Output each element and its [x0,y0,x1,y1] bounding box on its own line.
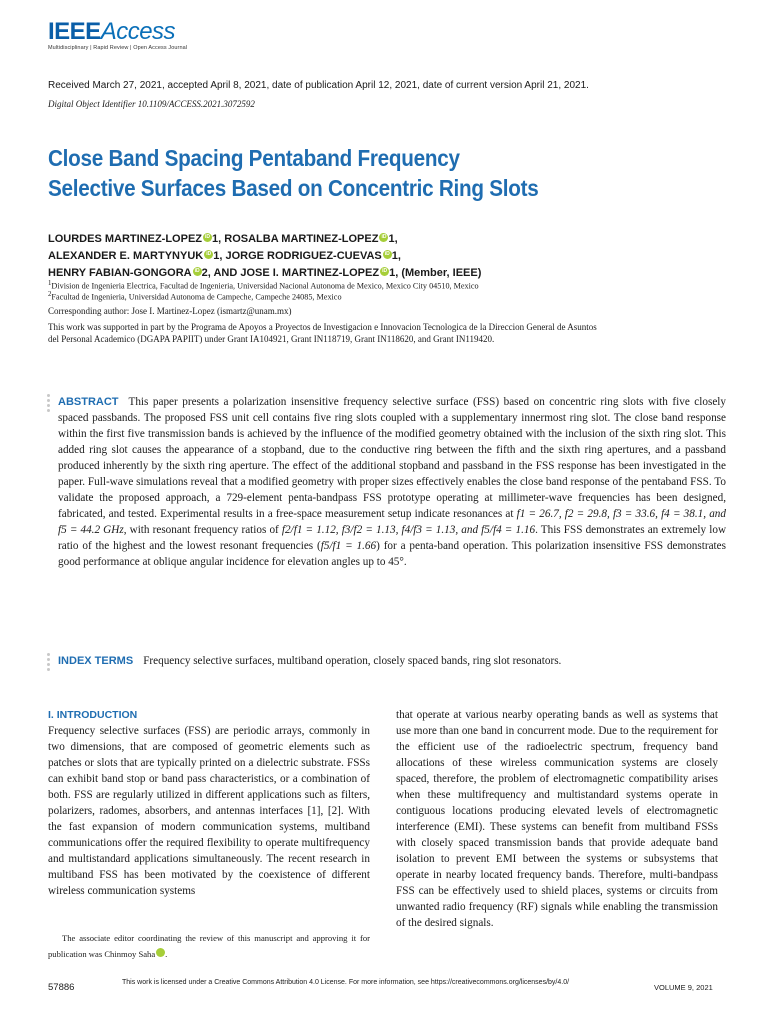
author-name: HENRY FABIAN-GONGORA [48,267,192,279]
page-number: 57886 [48,982,75,993]
received-dates: Received March 27, 2021, accepted April 8, 2021, date of publication April 12, 2021, date of current version April 21, 2021. [48,80,589,91]
footnote-text: The associate editor coordinating the review of this manuscript and approving it for publication was Chinmoy Saha [48,933,370,959]
index-terms-dots-icon [46,653,52,673]
author-name: ROSALBA MARTINEZ-LOPEZ [224,233,379,245]
affiliation-number: 2 [48,291,52,298]
journal-tagline: Multidisciplinary | Rapid Review | Open Access Journal [48,45,188,51]
affiliation-2 [48,290,728,303]
orcid-icon[interactable]: iD [384,251,390,257]
author-name: ALEXANDER E. MARTYNYUK [48,250,204,262]
journal-logo [48,20,175,44]
author-affiliation-mark: 2 [201,267,208,279]
affiliation-text: Facultad de Ingenieria, Universidad Autonoma de Campeche, Campeche 24085, Mexico [51,292,342,302]
author-affiliation-mark: 1 [212,233,219,245]
orcid-icon[interactable]: iD [206,251,212,257]
volume-label: VOLUME 9, 2021 [654,983,713,992]
author-affiliation-mark: 1 [389,267,396,279]
author-affiliation-mark: 1 [213,250,220,262]
author-separator: , (Member, IEEE) [395,267,482,279]
orcid-icon[interactable]: iD [156,948,165,957]
author-separator: , AND [207,267,241,279]
orcid-icon[interactable]: iD [205,234,210,240]
doi: Digital Object Identifier 10.1109/ACCESS.2021.3072592 [48,99,255,109]
title-line-2: Selective Surfaces Based on Concentric Ring Slots [48,175,539,201]
affiliation-text: Division de Ingenieria Electrica, Facultad de Ingenieria, Universidad Nacional Autonoma de Mexico, Mexico City 04510, Mexico [51,281,479,291]
affiliation-number: 1 [48,280,52,287]
author-affiliation-mark: 1 [388,233,395,245]
abstract-dots-icon [46,394,52,414]
paper-title [48,143,646,203]
orcid-icon[interactable]: iD [381,234,387,240]
abstract-ratio-high-low: f5/f1 = 1.66 [320,540,377,552]
logo-access: Access [100,18,176,45]
author-separator: , [397,250,401,262]
title-line-1: Close Band Spacing Pentaband Frequency [48,145,460,171]
license-notice[interactable]: This work is licensed under a Creative Commons Attribution 4.0 License. For more information, see https://creativecommons.org/licenses/by/4.0/ [122,979,570,986]
abstract-text: ) for a penta-band operation. This polarization insensitive FSS demonstrates good performance at oblique angular incidence for elevation angles up to 45°. [58,540,726,568]
abstract [58,394,726,570]
author-separator: , [219,250,226,262]
index-terms [58,653,726,669]
author-list [48,231,738,282]
author-separator: , [394,233,398,245]
abstract-label: ABSTRACT [58,396,119,408]
index-terms-label: INDEX TERMS [58,655,134,667]
abstract-text: . This FSS demonstrates an extremely low ratio of the highest and the lowest resonant frequencies ( [58,524,727,552]
intro-right-column: that operate at various nearby operating bands as well as systems that use more than one band in concurrent mode. Due to the requirement for the efficient use of the radioelectric spectrum, frequency band allocations of these wireless communication systems are closely spaced, therefore, the problem of electromagnetic compatibility arises when these multifrequency and multistandard systems operate in contiguous locations producing elevated levels of electromagnetic interference (EMI). These systems can benefit from multiband FSSs with closely spaced transmission bands that provide adequate band isolation to prevent EMI between the systems or subsystems that operate in nearby located frequency bands. Therefore, multi-bandpass FSS can be effectively used to shield places, systems or circuits from unwanted radio frequency (RF) signals while enabling the transmission of the desired signals. [396,709,718,929]
corresponding-author: Corresponding author: Jose I. Martinez-Lopez (ismartz@unam.mx) [48,306,292,316]
logo-ieee: IEEE [48,18,101,45]
author-name: LOURDES MARTINEZ-LOPEZ [48,233,202,245]
index-terms-text: Frequency selective surfaces, multiband operation, closely spaced bands, ring slot resonators. [143,655,562,667]
abstract-text: This paper presents a polarization insensitive frequency selective surface (FSS) based on concentric ring slots with five closely spaced passbands. The proposed FSS unit cell contains five ring slots coupled with a supplementary innermost ring slot. The close band response within the first five transmission bands is achieved by the influence of the modified geometry obtained with the inclusion of the sixth ring slot. This added ring slot causes the appearance of a stopband, due to the conductive ring between the fifth and the sixth ring apertures, and a passband produced inherently by the sixth ring aperture. The effect of the additional stopband and passband in the FSS response has been investigated in the paper. Full-wave simulations reveal that a modified geometry with proper sizes effectively enables the close band response of the pentaband FSS. To validate the proposed approach, a 729-element penta-bandpass FSS prototype operating at millimeter-wave frequencies has been designed, fabricated, and tested. Experimental results in a free-space measurement setup indicate resonances at [58,396,726,520]
section-heading-introduction: I. INTRODUCTION [48,709,138,721]
funding-statement: This work was supported in part by the Programa de Apoyos a Proyectos de Investigacion e Innovacion Tecnologica de la Direccion General de Asuntos del Personal Academico (DGAPA PAPIIT) under Grant IA104921, Grant IN118719, Grant IN118620, and Grant IN119420. [48,322,597,344]
author-name: JOSE I. MARTINEZ-LOPEZ [240,267,380,279]
author-name: JORGE RODRIGUEZ-CUEVAS [225,250,382,262]
author-separator: , [218,233,225,245]
abstract-resonances: f1 = 26.7, f2 = 29.8, f3 = 33.6, f4 = 38.1, and f5 = 44.2 GHz [58,508,726,536]
intro-left-column: Frequency selective surfaces (FSS) are periodic arrays, commonly in two dimensions, that are composed of geometric elements such as patches or slots that are typically printed on a dielectric substrate. FSSs can exhibit band stop or band pass characteristics, or a combination of both. FSS are regularly utilized in different applications such as filters, polarizers, radomes, absorbers, and antennas interfaces [1], [2]. With the fast expansion of modern communication systems, multiband communications offer the required flexibility to operate multifrequency and multistandard applications simultaneously. The recent research in multiband FSS has been motivated by the coexistence of different wireless communication systems [48,725,370,897]
orcid-icon[interactable]: iD [194,268,200,274]
editor-footnote: The associate editor coordinating the review of this manuscript and approving it for publication was Chinmoy Saha iD. [48,933,370,959]
orcid-icon[interactable]: iD [382,268,388,274]
abstract-ratios: f2/f1 = 1.12, f3/f2 = 1.13, f4/f3 = 1.13, and f5/f4 = 1.16 [281,524,536,536]
author-affiliation-mark: 1 [391,250,398,262]
abstract-text: , with resonant frequency ratios of [123,524,282,536]
